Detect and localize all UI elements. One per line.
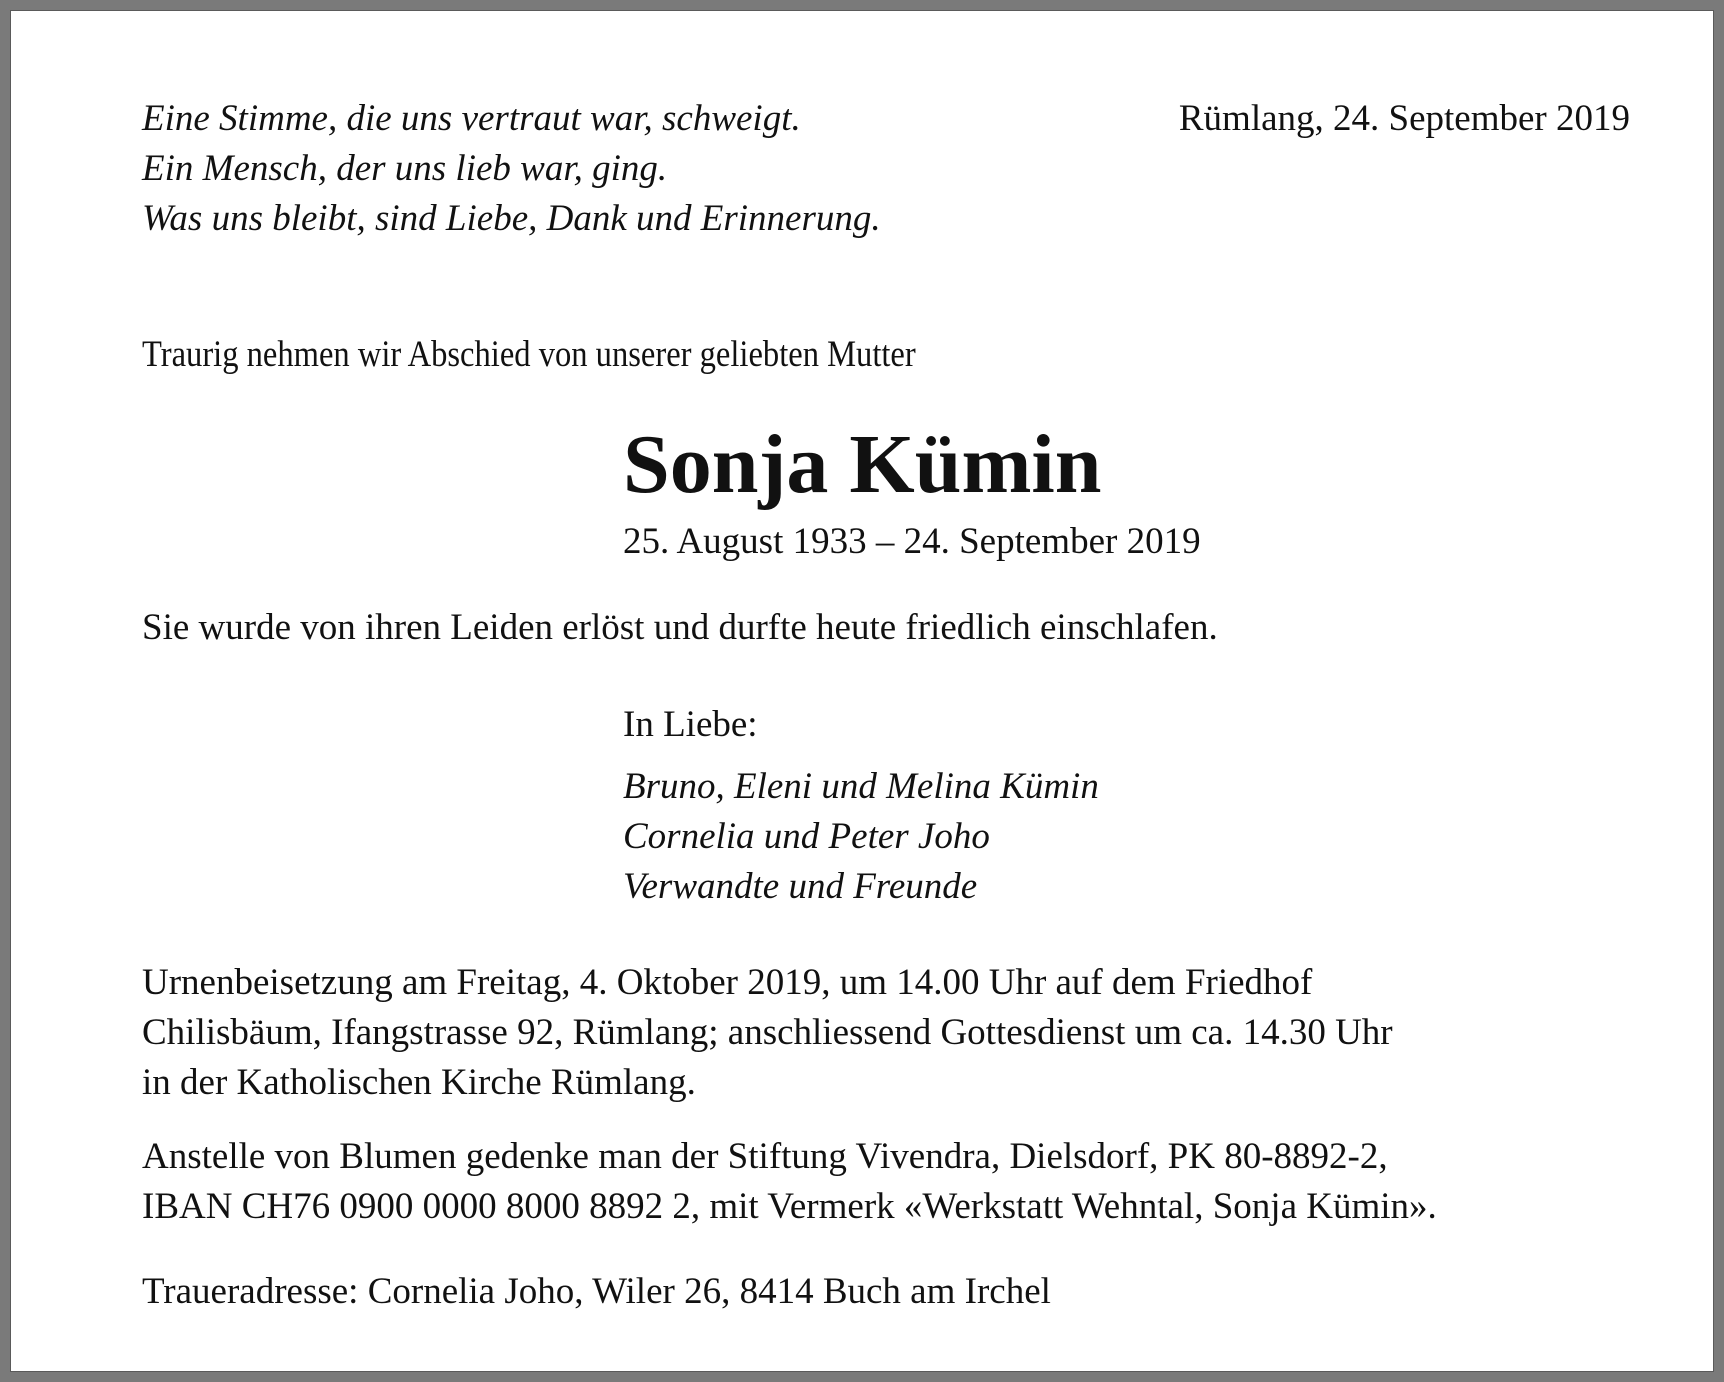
mourners-list bbox=[623, 762, 1099, 912]
burial-line: Chilisbäum, Ifangstrasse 92, Rümlang; anschliessend Gottesdienst um ca. 14.30 Uhr bbox=[142, 1012, 1393, 1053]
verse-line: Ein Mensch, der uns lieb war, ging. bbox=[142, 148, 668, 189]
donation-line: Anstelle von Blumen gedenke man der Stiftung Vivendra, Dielsdorf, PK 80-8892-2, bbox=[142, 1136, 1388, 1177]
deceased-name: Sonja Kümin bbox=[623, 418, 1102, 511]
donation-line: IBAN CH76 0900 0000 8000 8892 2, mit Vermerk «Werkstatt Wehntal, Sonja Kümin». bbox=[142, 1186, 1437, 1227]
obituary-page bbox=[10, 10, 1714, 1372]
verse-line: Was uns bleibt, sind Liebe, Dank und Erinnerung. bbox=[142, 198, 881, 239]
released-text: Sie wurde von ihren Leiden erlöst und durfte heute friedlich einschlafen. bbox=[142, 607, 1218, 648]
mourning-address: Traueradresse: Cornelia Joho, Wiler 26, 8414 Buch am Irchel bbox=[142, 1271, 1051, 1312]
verse bbox=[142, 94, 881, 244]
mourner-line: Bruno, Eleni und Melina Kümin bbox=[623, 766, 1099, 807]
intro-text: Traurig nehmen wir Abschied von unserer geliebten Mutter bbox=[142, 334, 916, 375]
verse-line: Eine Stimme, die uns vertraut war, schweigt. bbox=[142, 98, 801, 139]
burial-line: Urnenbeisetzung am Freitag, 4. Oktober 2019, um 14.00 Uhr auf dem Friedhof bbox=[142, 962, 1313, 1003]
donation-paragraph bbox=[142, 1132, 1437, 1232]
burial-line: in der Katholischen Kirche Rümlang. bbox=[142, 1062, 696, 1103]
place-date: Rümlang, 24. September 2019 bbox=[1178, 98, 1630, 139]
burial-paragraph bbox=[142, 958, 1393, 1108]
life-dates: 25. August 1933 – 24. September 2019 bbox=[623, 521, 1201, 562]
mourner-line: Cornelia und Peter Joho bbox=[623, 816, 990, 857]
in-love-label: In Liebe: bbox=[623, 704, 758, 745]
mourner-line: Verwandte und Freunde bbox=[623, 866, 978, 907]
